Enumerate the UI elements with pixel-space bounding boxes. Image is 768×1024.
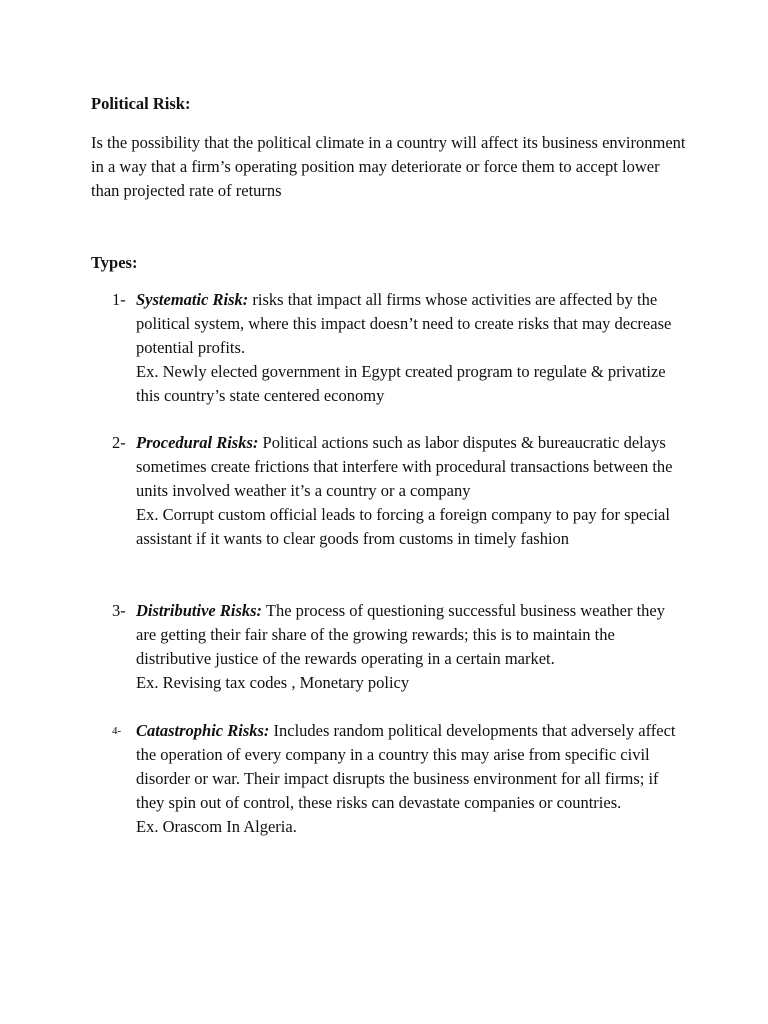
list-item-body	[136, 288, 676, 408]
list-item-number: 4-	[112, 725, 122, 737]
risk-term: Catastrophic Risks:	[136, 721, 270, 740]
risk-term: Procedural Risks:	[136, 433, 259, 452]
risk-description: risks that impact all firms whose activities are affected by the political system, where this impact doesn’t need to create risks that may decrease potential profits.	[136, 290, 672, 357]
definition-paragraph: Is the possibility that the political climate in a country will affect its business environment in a way that a firm’s operating position may deteriorate or force them to accept lower than projected rate of returns	[91, 133, 686, 200]
list-item-body	[136, 719, 676, 839]
risk-term: Distributive Risks:	[136, 601, 263, 620]
risk-description: Includes random political developments that adversely affect the operation of every company in a country this may arise from specific civil disorder or war. Their impact disrupts the business environment for all firms; if they spin out of control, these risks can devastate companies or countries.	[136, 721, 676, 812]
page-title: Political Risk:	[91, 94, 191, 113]
list-item-number: 3-	[112, 601, 126, 620]
list-item-number: 2-	[112, 433, 126, 452]
risk-term: Systematic Risk:	[136, 290, 249, 309]
risk-example: Ex. Orascom In Algeria.	[136, 817, 297, 836]
list-item-number: 1-	[112, 290, 126, 309]
types-heading: Types:	[91, 253, 138, 272]
list-item-body	[136, 599, 676, 695]
list-item-body	[136, 431, 676, 551]
risk-example: Ex. Revising tax codes , Monetary policy	[136, 673, 410, 692]
risk-description: Political actions such as labor disputes & bureaucratic delays sometimes create frictions that interfere with procedural transactions between the units involved weather it’s a country or a company	[136, 433, 673, 500]
risk-description: The process of questioning successful business weather they are getting their fair share of the growing rewards; this is to maintain the distributive justice of the rewards operating in a certain market.	[136, 601, 665, 668]
risk-example: Ex. Corrupt custom official leads to forcing a foreign company to pay for special assistant if it wants to clear goods from customs in timely fashion	[136, 505, 670, 548]
risk-example: Ex. Newly elected government in Egypt created program to regulate & privatize this country’s state centered economy	[136, 362, 666, 405]
